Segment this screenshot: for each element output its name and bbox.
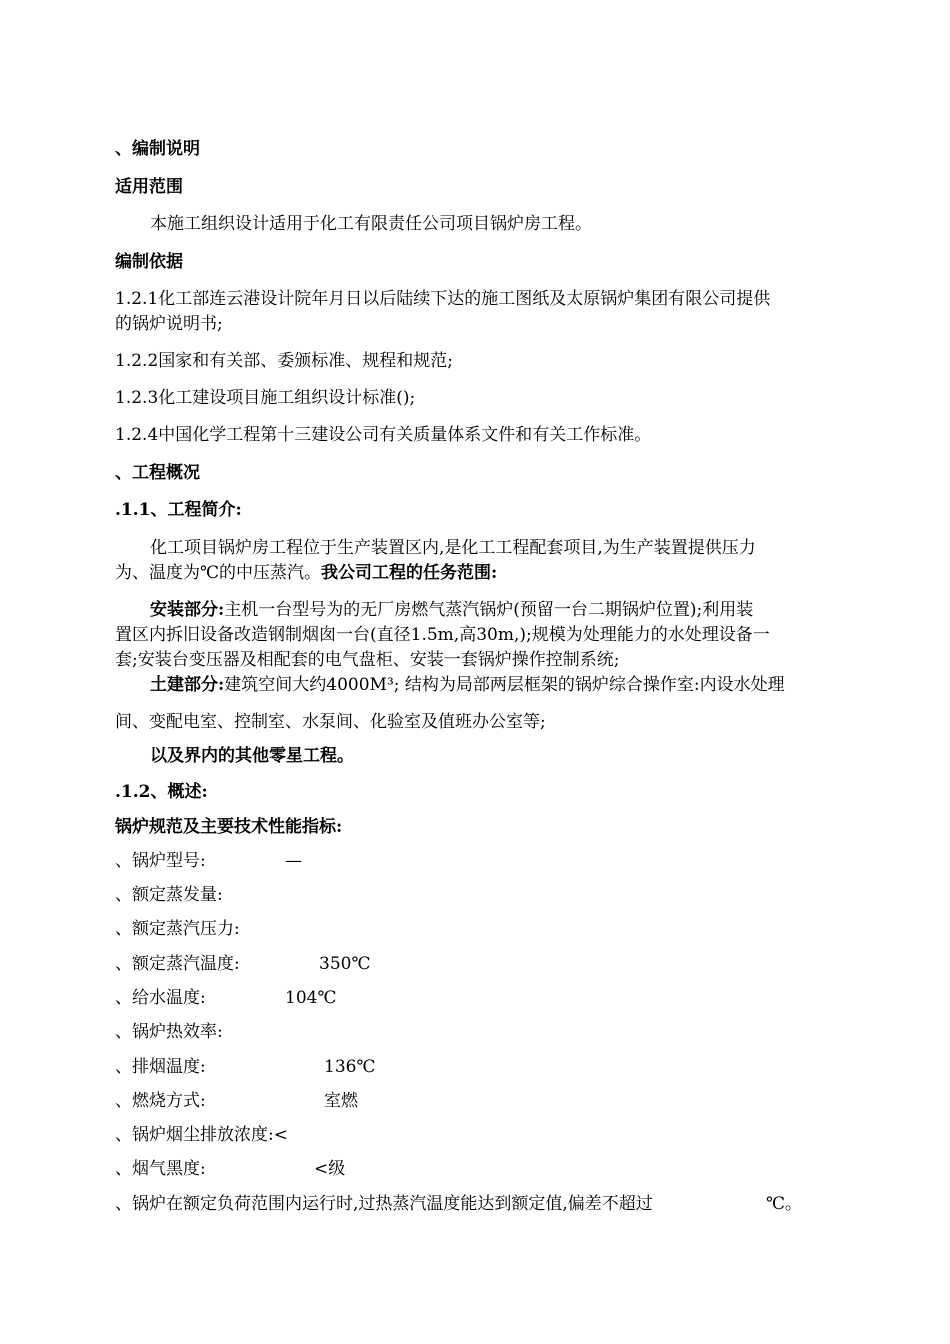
basis-heading: 编制依据 — [115, 252, 183, 272]
spec-row — [115, 918, 815, 941]
spec-label: 、锅炉烟尘排放浓度:< — [115, 1125, 288, 1145]
spec-row — [115, 850, 815, 873]
other-works: 以及界内的其他零星工程。 — [150, 746, 354, 766]
scope-text: 本施工组织设计适用于化工有限责任公司项目锅炉房工程。 — [150, 214, 592, 234]
basis-item-1-cont: 的锅炉说明书; — [115, 314, 223, 334]
install-line-3: 套;安装台变压器及相配套的电气盘柜、安装一套锅炉操作控制系统; — [115, 650, 620, 670]
spec-heading: 锅炉规范及主要技术性能指标: — [115, 817, 343, 837]
civil-line-2: 间、变配电室、控制室、水泵间、化验室及值班办公室等; — [115, 712, 546, 732]
spec-row — [115, 1090, 815, 1113]
section-heading-overview: 、工程概况 — [115, 463, 200, 483]
spec-row — [115, 1124, 815, 1147]
spec-label: 、额定蒸发量: — [115, 885, 223, 905]
install-line-1 — [150, 599, 753, 622]
spec-row — [115, 953, 815, 976]
install-text-1: 主机一台型号为的无厂房燃气蒸汽锅炉(预留一台二期锅炉位置);利用装 — [224, 600, 754, 620]
intro-line-1: 化工项目锅炉房工程位于生产装置区内,是化工工程配套项目,为生产装置提供压力 — [150, 538, 756, 558]
intro-line-2 — [115, 562, 497, 585]
intro-line-2-text: 为、温度为℃的中压蒸汽。 — [115, 563, 322, 583]
spec-label: 、额定蒸汽压力: — [115, 919, 240, 939]
task-scope-label: 我公司工程的任务范围: — [321, 563, 498, 583]
section-heading-compilation: 、编制说明 — [115, 139, 200, 159]
overview-heading: .1.2、概述: — [115, 782, 208, 802]
spec-label: 、锅炉热效率: — [115, 1022, 223, 1042]
intro-heading: .1.1、工程简介: — [115, 500, 242, 520]
spec-row — [115, 884, 815, 907]
install-label: 安装部分: — [150, 600, 225, 620]
superheat-deviation-line — [115, 1193, 815, 1216]
spec-label: 、锅炉型号: — [115, 851, 206, 871]
spec-value: 室燃 — [324, 1091, 358, 1111]
spec-label: 、燃烧方式: — [115, 1091, 206, 1111]
basis-item-4: 1.2.4中国化学工程第十三建设公司有关质量体系文件和有关工作标准。 — [115, 425, 652, 445]
spec-label: 、给水温度: — [115, 988, 206, 1008]
superheat-deviation-unit: ℃。 — [766, 1194, 803, 1214]
spec-value: 104℃ — [285, 988, 337, 1008]
spec-row — [115, 987, 815, 1010]
basis-item-1: 1.2.1化工部连云港设计院年月日以后陆续下达的施工图纸及太原锅炉集团有限公司提供 — [115, 289, 771, 309]
spec-value: — — [285, 851, 302, 871]
spec-row — [115, 1056, 815, 1079]
spec-label: 、额定蒸汽温度: — [115, 954, 240, 974]
civil-line-1 — [150, 674, 785, 697]
basis-item-2: 1.2.2国家和有关部、委颁标准、规程和规范; — [115, 351, 453, 371]
spec-label: 、排烟温度: — [115, 1057, 206, 1077]
spec-value: <级 — [314, 1159, 346, 1179]
civil-text-1: 建筑空间大约4000M³; 结构为局部两层框架的锅炉综合操作室:内设水处理 — [224, 675, 785, 695]
spec-value: 136℃ — [324, 1057, 376, 1077]
scope-heading: 适用范围 — [115, 177, 183, 197]
spec-label: 、烟气黑度: — [115, 1159, 206, 1179]
basis-item-3: 1.2.3化工建设项目施工组织设计标准(); — [115, 388, 416, 408]
spec-row — [115, 1158, 815, 1181]
install-line-2: 置区内拆旧设备改造钢制烟囱一台(直径1.5m,高30m,);规模为处理能力的水处理设备一 — [115, 625, 770, 645]
civil-label: 土建部分: — [150, 675, 225, 695]
superheat-deviation-text: 、锅炉在额定负荷范围内运行时,过热蒸汽温度能达到额定值,偏差不超过 — [115, 1194, 653, 1214]
spec-row — [115, 1021, 815, 1044]
spec-value: 350℃ — [319, 954, 371, 974]
